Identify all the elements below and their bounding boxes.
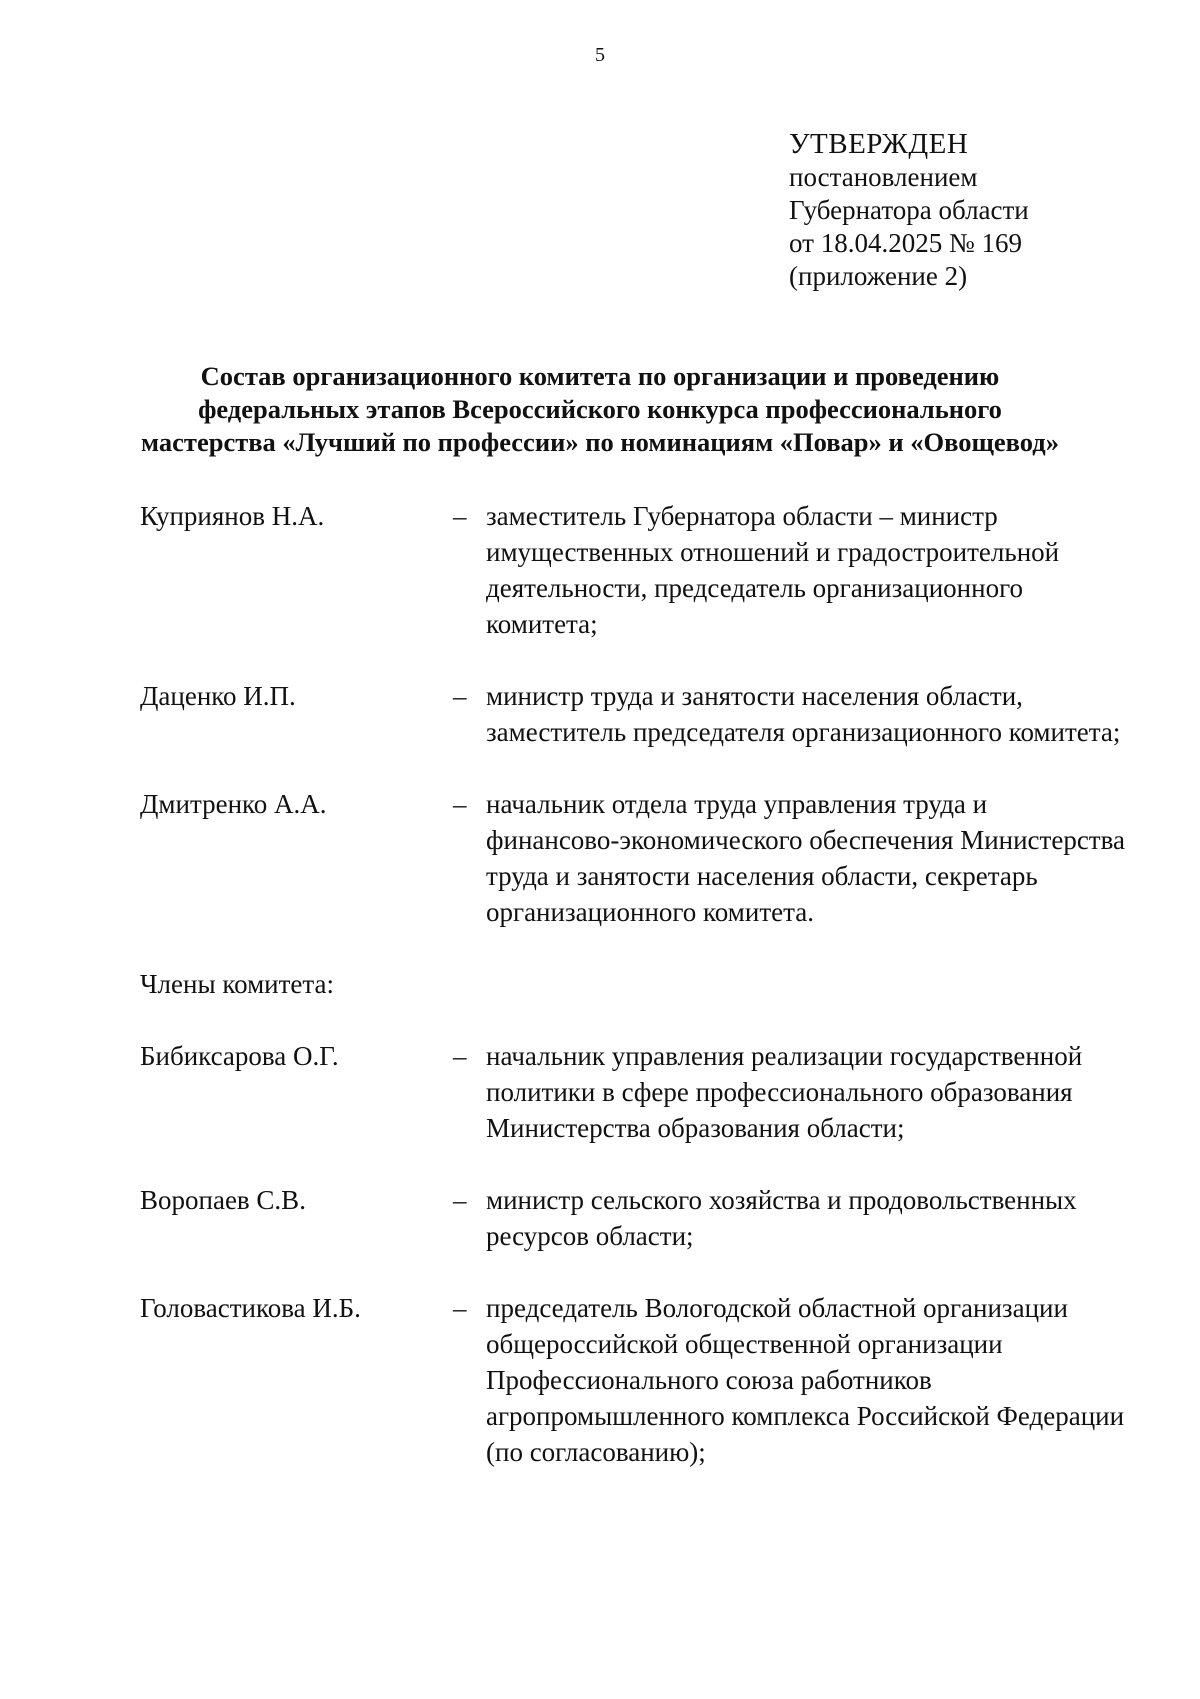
member-name: Дмитренко А.А. — [140, 789, 327, 819]
page-number: 5 — [595, 44, 605, 66]
dash: – — [453, 1185, 467, 1215]
member-role: председатель Вологодской областной организации общероссийской общественной организации Профессионального союза работников агропромышленного комплекса Российской Федерации (по согласованию); — [486, 1293, 1125, 1467]
approval-line: Губернатора области — [789, 195, 1029, 225]
title-line: Состав организационного комитета по организации и проведению — [200, 361, 1000, 391]
member-row — [140, 1290, 1140, 1470]
member-role: начальник управления реализации государственной политики в сфере профессионального образования Министерства образования области; — [486, 1041, 1083, 1143]
title-line: мастерства «Лучший по профессии» по номинациям «Повар» и «Овощевод» — [141, 427, 1059, 457]
dash: – — [453, 789, 467, 819]
dash: – — [453, 1293, 467, 1323]
member-name: Даценко И.П. — [140, 681, 296, 711]
members-section-label: Члены комитета: — [140, 969, 335, 999]
member-name: Бибиксарова О.Г. — [140, 1041, 339, 1071]
member-row — [140, 786, 1140, 930]
approval-line: (приложение 2) — [789, 261, 968, 291]
member-name: Воропаев С.В. — [140, 1185, 306, 1215]
member-role: министр труда и занятости населения области, заместитель председателя организационного комитета; — [486, 681, 1121, 747]
member-role: министр сельского хозяйства и продовольственных ресурсов области; — [486, 1185, 1077, 1251]
dash: – — [453, 681, 467, 711]
member-row — [140, 1182, 1140, 1254]
member-role: заместитель Губернатора области – министр имущественных отношений и градостроительной деятельности, председатель организационного комитета; — [486, 501, 1060, 639]
approval-line: от 18.04.2025 № 169 — [789, 228, 1022, 258]
member-row — [140, 498, 1140, 642]
member-row — [140, 1038, 1140, 1146]
member-name: Головастикова И.Б. — [140, 1293, 361, 1323]
approval-title: УТВЕРЖДЕН — [789, 128, 969, 160]
dash: – — [453, 501, 467, 531]
dash: – — [453, 1041, 467, 1071]
approval-stamp — [789, 128, 1029, 293]
title-line: федеральных этапов Всероссийского конкурса профессионального — [198, 394, 1002, 424]
member-name: Куприянов Н.А. — [140, 501, 325, 531]
member-role: начальник отдела труда управления труда и финансово-экономического обеспечения Министерства труда и занятости населения области, секретарь организационного комитета. — [486, 789, 1125, 927]
committee-list — [140, 498, 1140, 1506]
document-title — [100, 360, 1100, 459]
approval-line: постановлением — [789, 162, 978, 192]
member-row — [140, 678, 1140, 750]
